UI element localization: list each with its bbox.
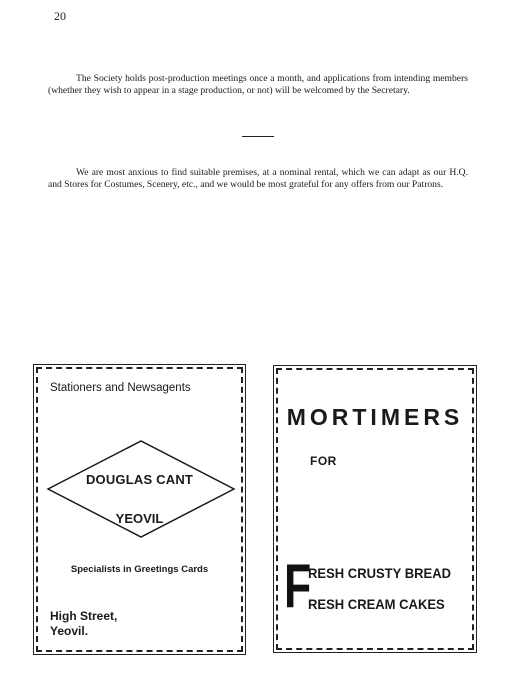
advert-address-street: High Street,	[50, 609, 118, 623]
advert-mortimers	[276, 368, 474, 650]
advert-cakes-line: RESH CREAM CAKES	[308, 596, 445, 612]
advert-tagline: Specialists in Greetings Cards	[70, 564, 209, 575]
advert-business-name: DOUGLAS CANT	[85, 472, 194, 487]
paragraph-meetings: The Society holds post-production meetings once a month, and applications from intending members (whether they wish to appear in a stage production, or not) will be welcomed by the Secretary.	[48, 73, 468, 96]
svg-text:F: F	[284, 551, 312, 621]
advert-town: YEOVIL	[115, 511, 164, 526]
advert-for: FOR	[310, 454, 337, 468]
advert-brand: MORTIMERS	[286, 404, 464, 430]
advert-address-town: Yeovil.	[50, 624, 89, 638]
paragraph-premises: We are most anxious to find suitable premises, at a nominal rental, which we can adapt as our H.Q. and Stores for Costumes, Scenery, etc., and we would be most grateful for any offers from our Patrons.	[48, 167, 468, 190]
big-letter-f-icon	[284, 551, 312, 621]
advert-heading: Stationers and Newsagents	[50, 382, 191, 394]
section-divider	[242, 136, 274, 137]
advert-bread-line: RESH CRUSTY BREAD	[308, 565, 452, 581]
advert-douglas-cant	[36, 367, 243, 652]
page-number: 20	[54, 9, 66, 23]
